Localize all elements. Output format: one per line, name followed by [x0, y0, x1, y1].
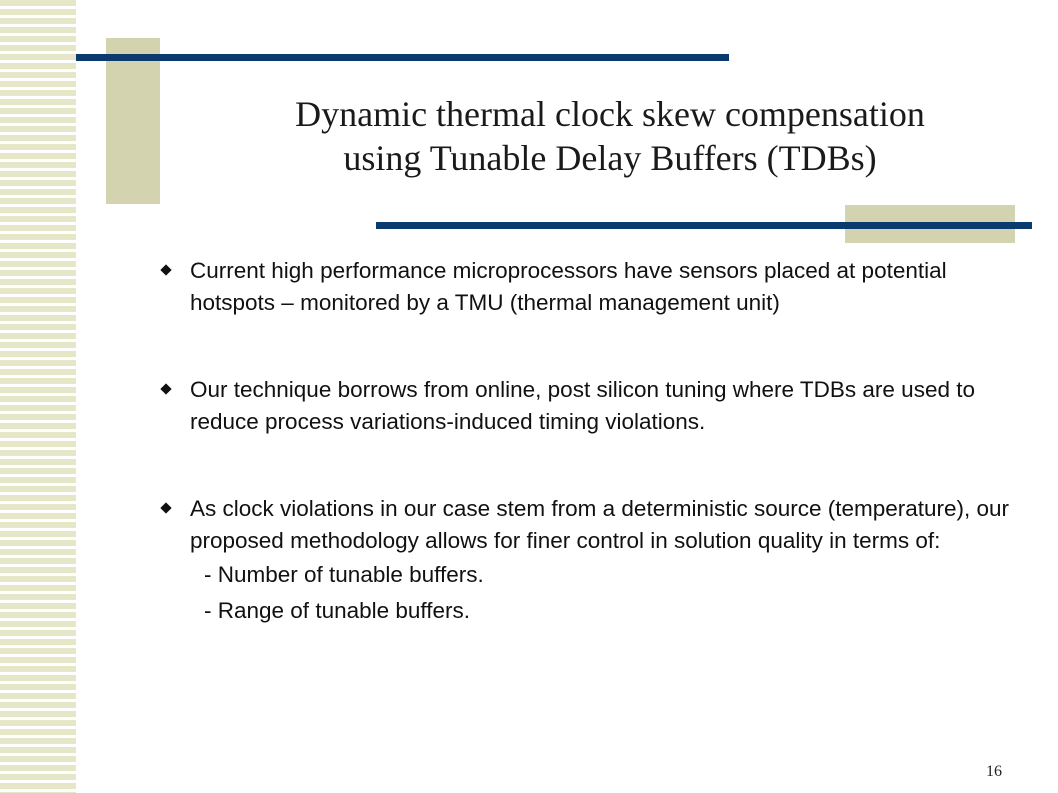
- diamond-bullet-icon: [160, 264, 171, 275]
- bullet-text: As clock violations in our case stem from a deterministic source (temperature), our proposed methodology allows for finer control in solution quality in terms of:: [190, 496, 1010, 553]
- bullet-text: Our technique borrows from online, post silicon tuning where TDBs are used to reduce process variations-induced timing violations.: [190, 377, 975, 434]
- diamond-bullet-icon: [160, 383, 171, 394]
- bullet-list: [160, 255, 1020, 629]
- slide-title: [180, 92, 1040, 180]
- slide-title-line2: using Tunable Delay Buffers (TDBs): [343, 138, 877, 178]
- slide-title-line1: Dynamic thermal clock skew compensation: [295, 94, 925, 134]
- decor-navy-bar-top: [76, 54, 729, 61]
- bullet-item: [160, 374, 1020, 438]
- diamond-bullet-icon: [160, 502, 171, 513]
- decor-navy-bar-bottom: [376, 222, 1032, 229]
- bullet-item: [160, 255, 1020, 319]
- decor-olive-block-top: [106, 38, 160, 204]
- decorative-stripes: [0, 0, 76, 793]
- bullet-item: [160, 493, 1020, 629]
- bullet-text: Current high performance microprocessors have sensors placed at potential hotspots – monitored by a TMU (thermal management unit): [190, 258, 947, 315]
- sub-item: - Range of tunable buffers.: [204, 598, 471, 623]
- page-number: 16: [986, 763, 1002, 780]
- sub-item: - Number of tunable buffers.: [204, 562, 484, 587]
